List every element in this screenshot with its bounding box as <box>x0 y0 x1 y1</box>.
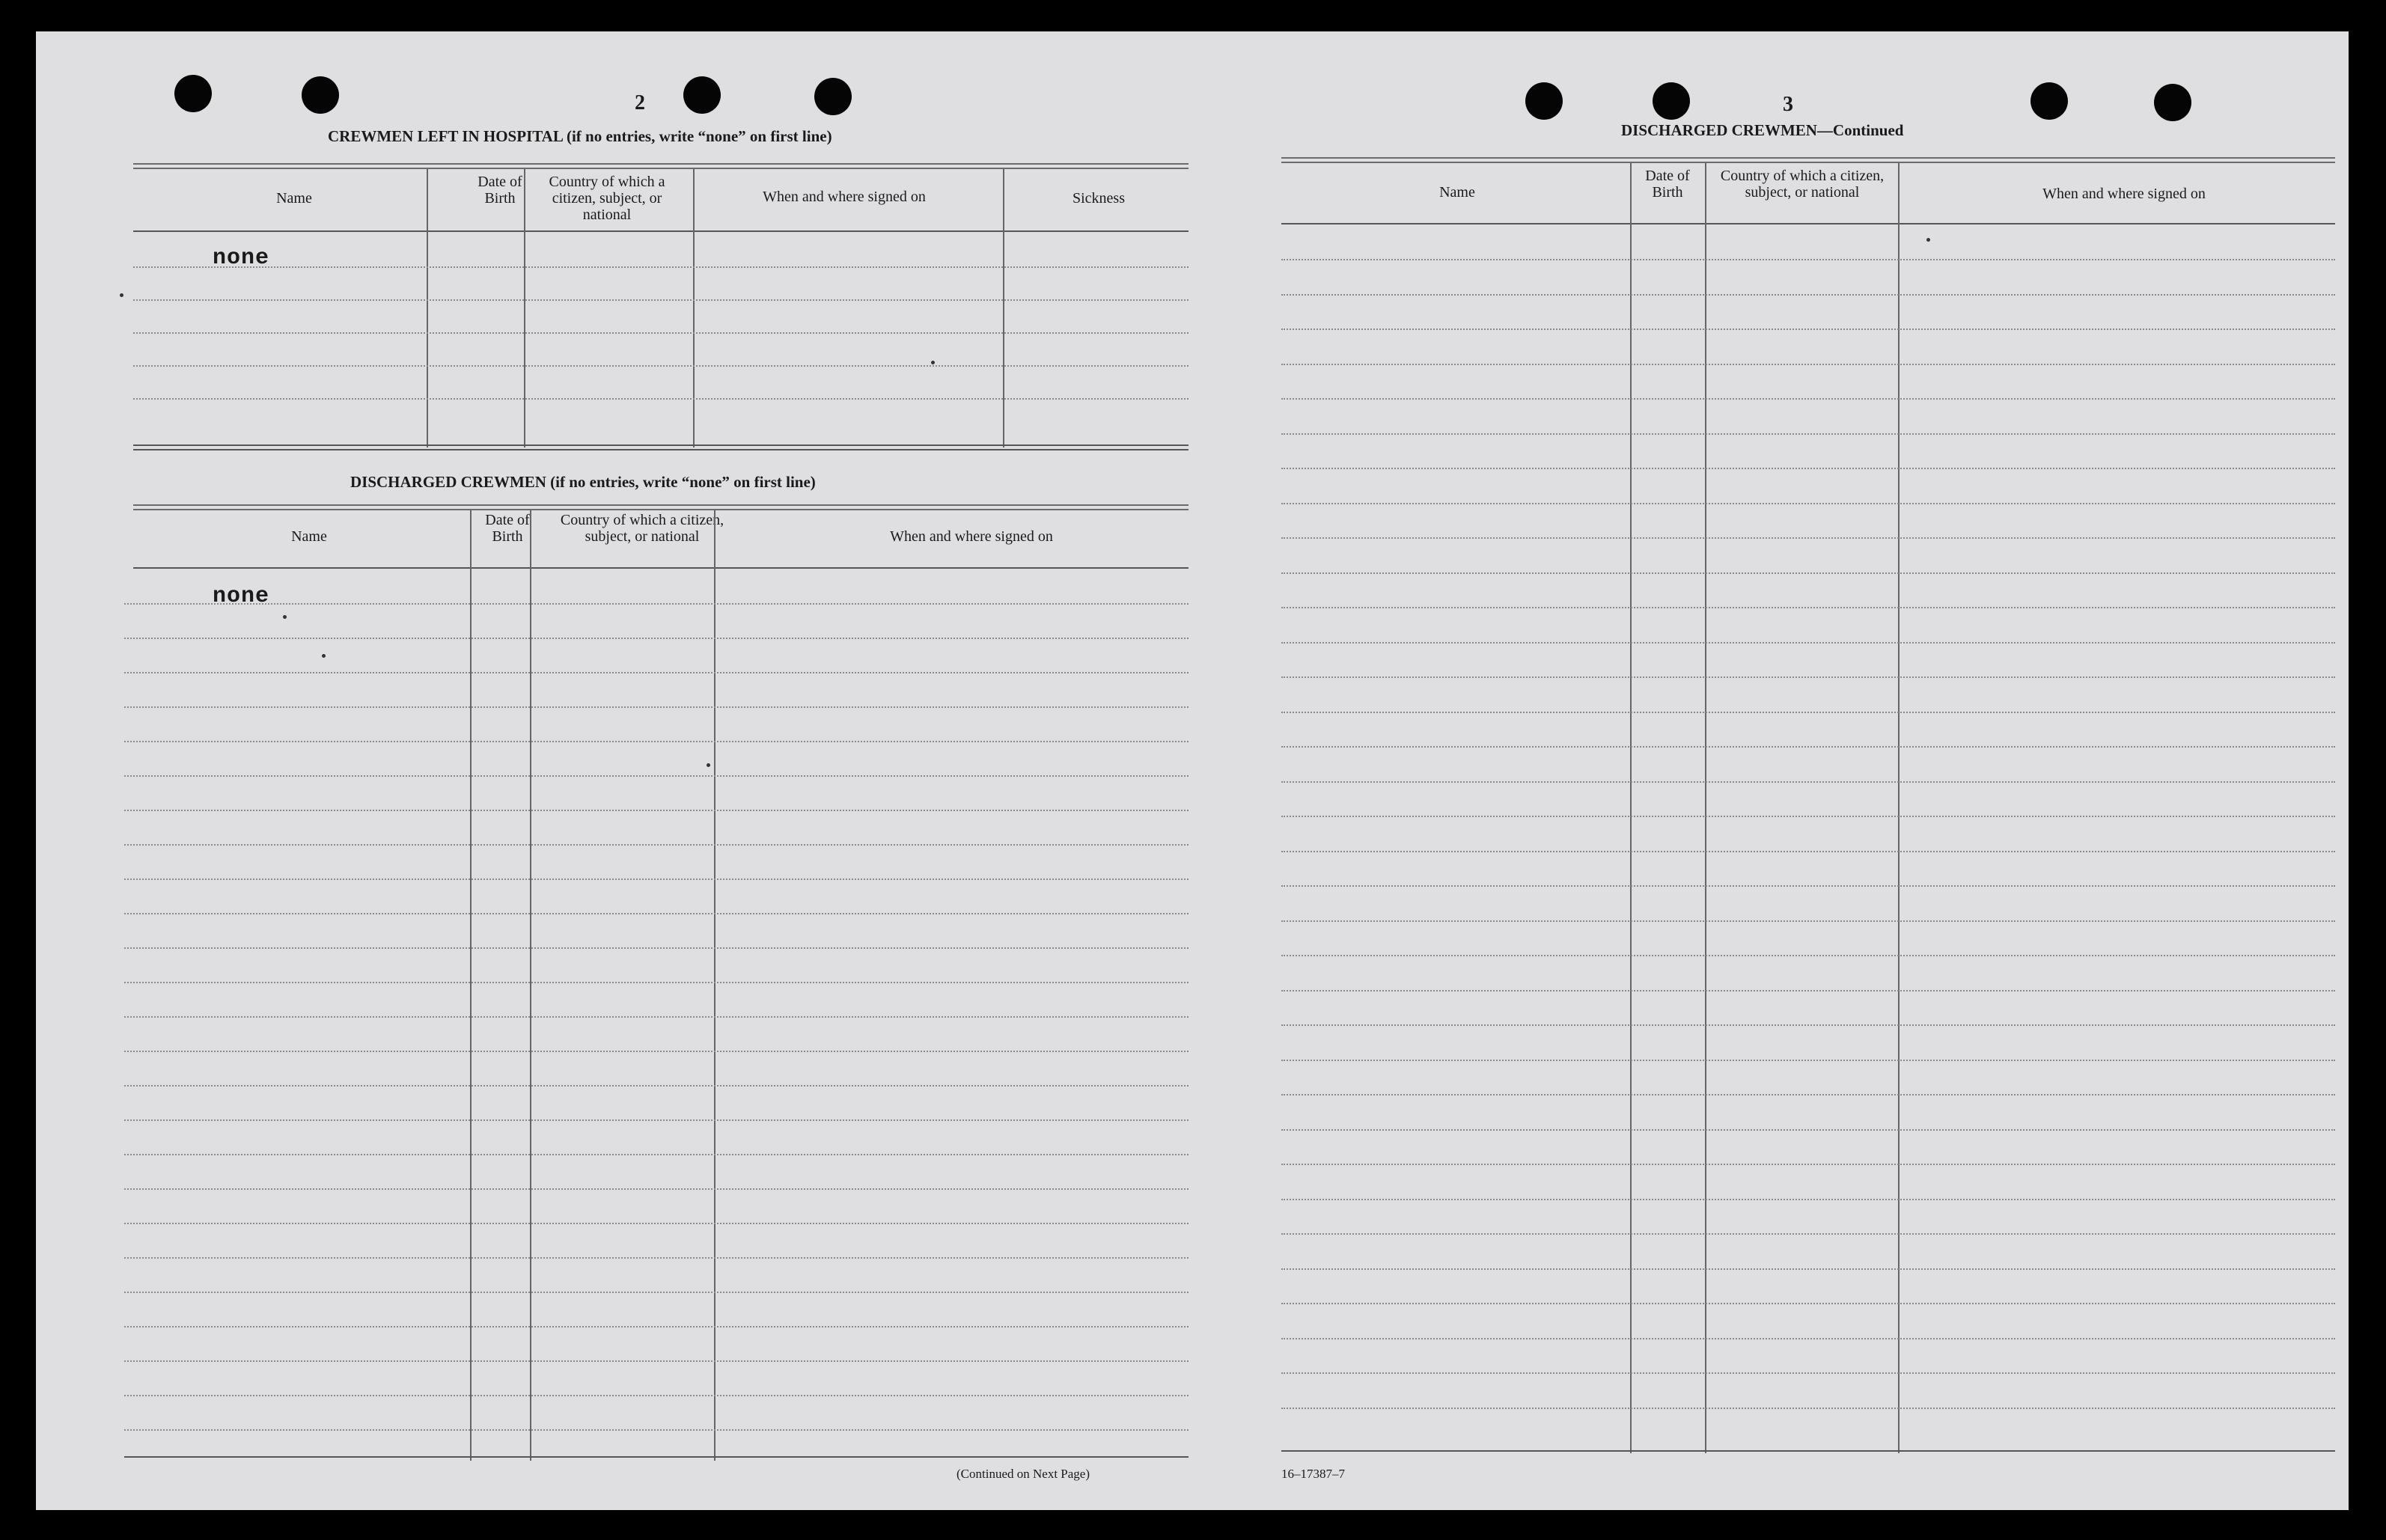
entry-line <box>124 1292 1189 1293</box>
header-rule <box>133 567 1189 569</box>
page-number-left: 2 <box>635 91 645 114</box>
entry-line <box>1281 1408 2335 1409</box>
entry-line <box>1281 607 2335 608</box>
punch-hole <box>1525 82 1563 120</box>
entry-line <box>1281 433 2335 435</box>
entry-line <box>1281 503 2335 504</box>
col-header-signed-on: When and where signed on <box>763 189 926 205</box>
entry-line <box>1281 537 2335 539</box>
speck <box>1926 238 1930 242</box>
right-page-title: DISCHARGED CREWMEN—Continued <box>1621 121 1904 139</box>
entry-line <box>124 638 1189 639</box>
column-divider <box>1003 169 1004 447</box>
entry-line <box>124 844 1189 846</box>
punch-hole <box>302 76 339 114</box>
entry-line <box>124 775 1189 777</box>
entry-line <box>124 947 1189 949</box>
entry-line <box>1281 468 2335 469</box>
entry-line <box>124 1051 1189 1052</box>
entry-line <box>124 982 1189 983</box>
entry-line <box>1281 885 2335 887</box>
col-header-signed-on: When and where signed on <box>890 528 1053 545</box>
entry-line <box>124 879 1189 880</box>
entry-line <box>124 1360 1189 1362</box>
entry-line <box>124 1154 1189 1155</box>
entry-line <box>124 1326 1189 1327</box>
entry-line <box>1281 1060 2335 1061</box>
entry-line <box>1281 1199 2335 1200</box>
entry-line <box>1281 1338 2335 1339</box>
entry-line <box>124 1085 1189 1087</box>
punch-hole <box>1653 82 1690 120</box>
column-divider <box>1630 163 1632 1453</box>
section-bottom-rule <box>133 444 1189 446</box>
entry-line <box>1281 990 2335 991</box>
col-header-name: Name <box>276 190 312 207</box>
punch-hole <box>2030 82 2068 120</box>
entry-line <box>124 913 1189 914</box>
col-header-country: Country of which a citizen, subject, or national <box>1720 168 1885 201</box>
entry-line <box>1281 364 2335 365</box>
entry-line <box>124 1188 1189 1190</box>
column-divider <box>693 169 695 447</box>
top-rule <box>133 509 1189 510</box>
continued-footer: (Continued on Next Page) <box>956 1467 1090 1481</box>
speck <box>120 293 123 297</box>
speck <box>931 361 935 364</box>
entry-line <box>133 365 1189 367</box>
col-header-dob: Date of Birth <box>485 512 530 545</box>
entry-line <box>1281 398 2335 400</box>
col-header-country: Country of which a citizen, subject, or national <box>549 174 665 223</box>
punch-hole <box>174 75 212 112</box>
entry-line <box>124 1223 1189 1224</box>
hospital-entry-name: none <box>213 245 270 271</box>
entry-line <box>1281 1024 2335 1026</box>
entry-line <box>124 1429 1189 1431</box>
entry-line <box>1281 1303 2335 1304</box>
column-divider <box>1705 163 1706 1453</box>
entry-line <box>124 1395 1189 1396</box>
column-divider <box>1898 163 1900 1453</box>
entry-line <box>1281 259 2335 260</box>
discharged-entry-name: none <box>213 584 270 609</box>
entry-line <box>124 603 1189 605</box>
document-sheet <box>36 31 2349 1510</box>
entry-line <box>1281 329 2335 330</box>
entry-line <box>1281 920 2335 922</box>
col-header-country: Country of which a citizen, subject, or national <box>560 512 724 545</box>
speck <box>707 763 710 767</box>
form-code: 16–17387–7 <box>1281 1467 1345 1481</box>
entry-line <box>124 1119 1189 1121</box>
top-rule <box>133 163 1189 165</box>
col-header-sickness: Sickness <box>1073 190 1125 207</box>
speck <box>322 654 326 658</box>
col-header-signed-on: When and where signed on <box>2042 186 2206 202</box>
entry-line <box>124 810 1189 811</box>
entry-line <box>1281 781 2335 783</box>
col-header-name: Name <box>1439 184 1475 201</box>
entry-line <box>1281 816 2335 817</box>
hospital-section-title: CREWMEN LEFT IN HOSPITAL (if no entries, write “none” on first line) <box>328 127 832 145</box>
entry-line <box>133 398 1189 400</box>
column-divider <box>524 169 525 447</box>
col-header-dob: Date of Birth <box>1645 168 1690 201</box>
entry-line <box>1281 1268 2335 1270</box>
header-rule <box>1281 223 2335 224</box>
entry-line <box>1281 294 2335 296</box>
section-bottom-rule <box>133 449 1189 450</box>
entry-line <box>1281 572 2335 574</box>
page-bottom-rule <box>1281 1450 2335 1452</box>
discharged-section-title: DISCHARGED CREWMEN (if no entries, write “none” on first line) <box>350 473 816 491</box>
entry-line <box>124 1257 1189 1259</box>
top-rule <box>133 168 1189 169</box>
entry-line <box>1281 642 2335 644</box>
punch-hole <box>2154 84 2191 121</box>
entry-line <box>1281 955 2335 956</box>
header-rule <box>133 230 1189 232</box>
entry-line <box>124 741 1189 742</box>
entry-line <box>133 332 1189 334</box>
entry-line <box>1281 676 2335 678</box>
entry-line <box>124 706 1189 708</box>
top-rule <box>133 504 1189 506</box>
column-divider <box>714 510 716 1461</box>
entry-line <box>1281 746 2335 748</box>
entry-line <box>1281 1372 2335 1374</box>
entry-line <box>1281 851 2335 852</box>
page-number-right: 3 <box>1783 93 1793 116</box>
top-rule <box>1281 157 2335 159</box>
col-header-dob: Date of Birth <box>477 174 522 207</box>
column-divider <box>427 169 428 447</box>
punch-hole <box>683 76 721 114</box>
column-divider <box>470 510 472 1461</box>
entry-line <box>1281 712 2335 713</box>
entry-line <box>133 266 1189 268</box>
entry-line <box>1281 1233 2335 1235</box>
punch-hole <box>814 78 852 115</box>
entry-line <box>124 1016 1189 1018</box>
entry-line <box>1281 1094 2335 1096</box>
entry-line <box>1281 1164 2335 1165</box>
entry-line <box>124 672 1189 673</box>
speck <box>283 615 287 619</box>
top-rule <box>1281 162 2335 163</box>
col-header-name: Name <box>291 528 327 545</box>
page-bottom-rule <box>124 1456 1189 1458</box>
entry-line <box>133 299 1189 301</box>
entry-line <box>1281 1129 2335 1131</box>
column-divider <box>530 510 531 1461</box>
